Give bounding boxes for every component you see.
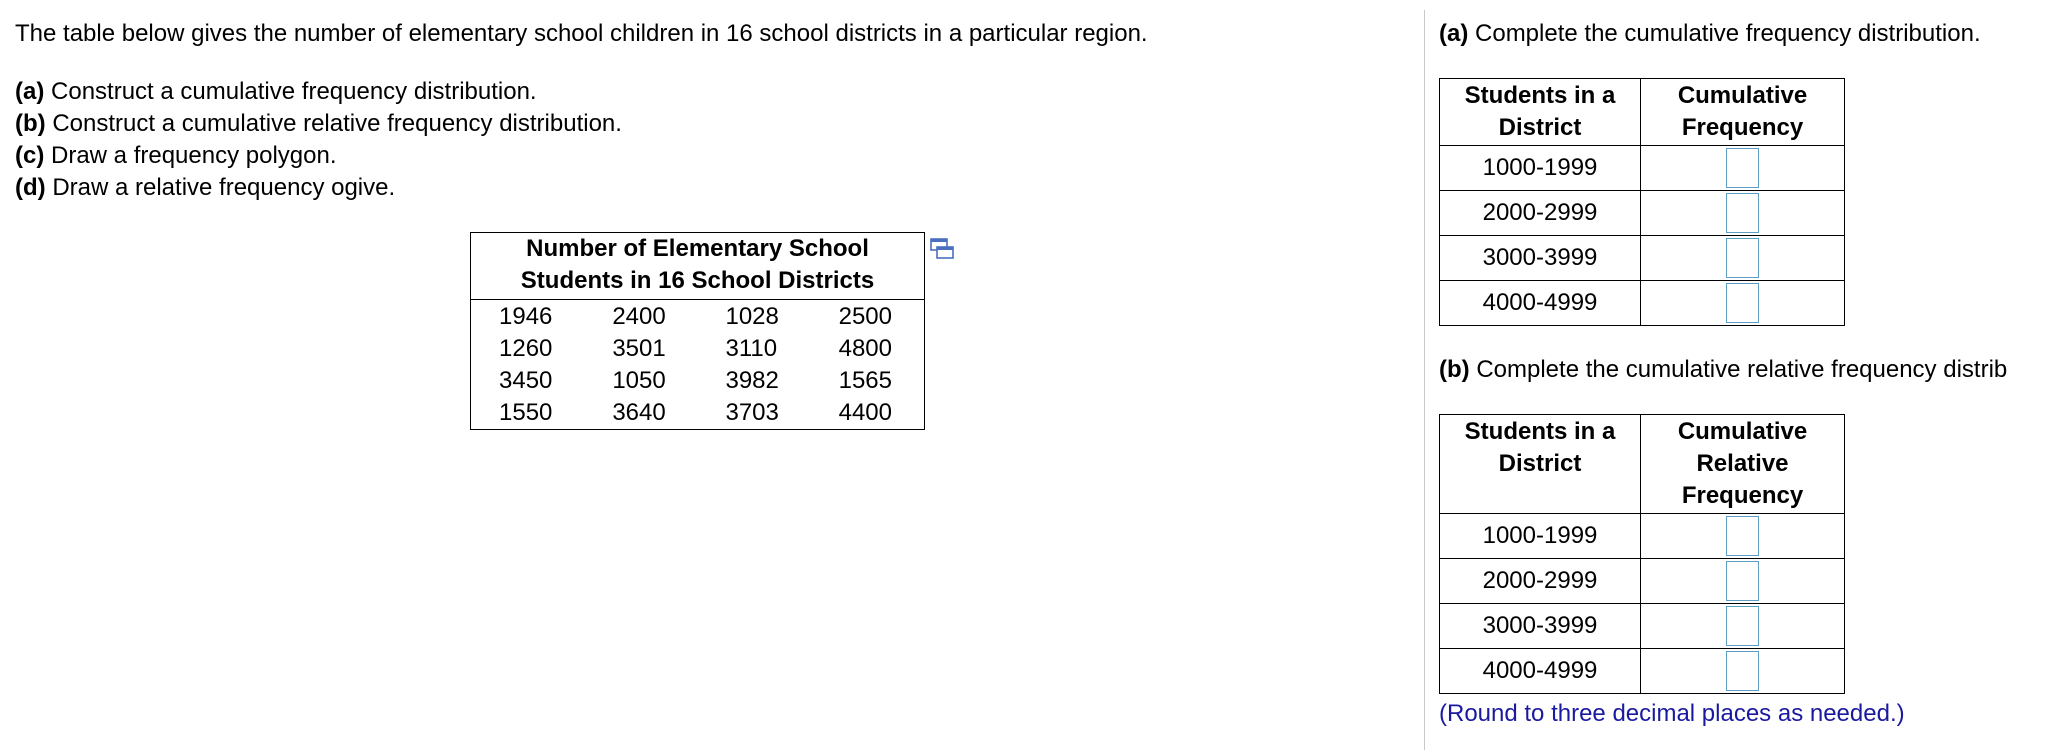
data-table-title (471, 233, 925, 300)
part-b-prompt (1439, 354, 2007, 386)
class-label: 4000-4999 (1440, 281, 1641, 326)
part-a-text: Construct a cumulative frequency distribution. (44, 78, 537, 105)
table-row (1440, 604, 1845, 649)
table-row (1440, 191, 1845, 236)
col-header-crf-line1: Cumulative (1677, 418, 1808, 445)
table-cell: 1260 (499, 335, 553, 362)
table-row (471, 333, 925, 365)
cumulative-relative-frequency-input[interactable] (1726, 561, 1759, 601)
data-table-title-line1: Number of Elementary School (526, 235, 869, 262)
table-cell: 4800 (838, 335, 892, 362)
col-header-students-line1: Students in a (1464, 418, 1616, 445)
class-label: 1000-1999 (1440, 514, 1641, 559)
column-divider (1424, 10, 1425, 750)
col-header-crf-line3: Frequency (1681, 482, 1804, 509)
answer-cell (1641, 604, 1845, 649)
class-label: 4000-4999 (1440, 649, 1641, 694)
table-row (1440, 281, 1845, 326)
col-header-cumulative-frequency (1641, 79, 1845, 146)
table-row (1440, 559, 1845, 604)
intro-text: The table below gives the number of elementary school children in 16 school districts in a particular region. (15, 20, 1148, 47)
table-cell: 1550 (499, 399, 553, 426)
cumulative-frequency-input[interactable] (1726, 283, 1759, 323)
col-header-students-line2: District (1498, 114, 1582, 141)
class-label: 3000-3999 (1440, 604, 1641, 649)
part-c-tag: (c) (15, 142, 45, 169)
table-row (1440, 649, 1845, 694)
table-cell: 2400 (612, 303, 666, 330)
cumulative-relative-frequency-input[interactable] (1726, 516, 1759, 556)
table-cell: 3450 (499, 367, 553, 394)
table-row (471, 397, 925, 430)
part-b-tag: (b) (15, 110, 46, 137)
col-header-cf-line2: Frequency (1681, 114, 1804, 141)
table-cell: 4400 (838, 399, 892, 426)
col-header-crf-line2: Relative (1696, 450, 1789, 477)
cumulative-frequency-input[interactable] (1726, 148, 1759, 188)
col-header-students (1440, 79, 1641, 146)
part-b-prompt-tag: (b) (1439, 356, 1470, 383)
rounding-note: (Round to three decimal places as needed.) (1439, 700, 1905, 727)
table-cell: 3703 (725, 399, 779, 426)
part-a-tag: (a) (15, 78, 45, 105)
table-cell: 2500 (838, 303, 892, 330)
answer-cell (1641, 281, 1845, 326)
table-cell: 3982 (725, 367, 779, 394)
table-cell: 3110 (725, 335, 778, 362)
copy-data-icon[interactable] (930, 238, 954, 260)
cumulative-relative-frequency-table (1439, 414, 1845, 694)
part-d-tag: (d) (15, 174, 46, 201)
part-d-instruction (15, 172, 395, 204)
cumulative-relative-frequency-input[interactable] (1726, 606, 1759, 646)
answer-cell (1641, 146, 1845, 191)
table-row (1440, 236, 1845, 281)
table-row (1440, 514, 1845, 559)
part-d-text: Draw a relative frequency ogive. (45, 174, 396, 201)
col-header-students-line1: Students in a (1464, 82, 1616, 109)
students-data-table (470, 232, 925, 430)
part-a-instruction (15, 76, 537, 108)
col-header-cumulative-relative-frequency (1641, 415, 1845, 514)
part-b-text: Construct a cumulative relative frequency distribution. (45, 110, 622, 137)
table-cell: 1946 (499, 303, 553, 330)
part-c-text: Draw a frequency polygon. (44, 142, 337, 169)
cumulative-frequency-input[interactable] (1726, 238, 1759, 278)
data-table-title-line2: Students in 16 School Districts (520, 267, 875, 294)
cumulative-frequency-table (1439, 78, 1845, 326)
class-label: 3000-3999 (1440, 236, 1641, 281)
answer-cell (1641, 191, 1845, 236)
table-cell: 1050 (612, 367, 666, 394)
part-a-prompt-text: Complete the cumulative frequency distribution. (1468, 20, 1981, 47)
answer-cell (1641, 514, 1845, 559)
cumulative-relative-frequency-input[interactable] (1726, 651, 1759, 691)
col-header-cf-line1: Cumulative (1677, 82, 1808, 109)
answer-cell (1641, 236, 1845, 281)
table-cell: 1565 (838, 367, 892, 394)
answer-cell (1641, 559, 1845, 604)
col-header-students (1440, 415, 1641, 514)
table-row (1440, 146, 1845, 191)
class-label: 1000-1999 (1440, 146, 1641, 191)
part-b-prompt-text: Complete the cumulative relative frequency distrib (1469, 356, 2008, 383)
col-header-students-line2: District (1498, 450, 1582, 477)
part-a-prompt (1439, 18, 1981, 50)
cumulative-frequency-input[interactable] (1726, 193, 1759, 233)
table-cell: 3640 (612, 399, 666, 426)
table-row (471, 365, 925, 397)
answer-cell (1641, 649, 1845, 694)
table-cell: 3501 (612, 335, 666, 362)
part-a-prompt-tag: (a) (1439, 20, 1469, 47)
class-label: 2000-2999 (1440, 191, 1641, 236)
table-row (471, 300, 925, 334)
table-cell: 1028 (725, 303, 779, 330)
part-c-instruction (15, 140, 337, 172)
class-label: 2000-2999 (1440, 559, 1641, 604)
part-b-instruction (15, 108, 622, 140)
